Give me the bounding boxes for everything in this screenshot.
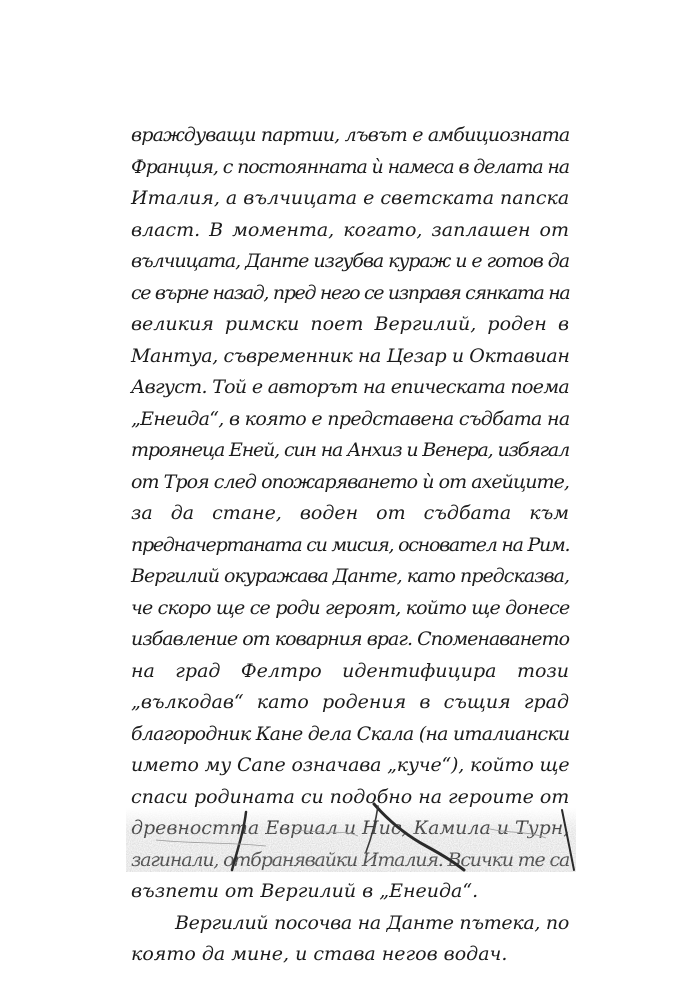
text-line: че скоро ще се роди героят, който ще донесе xyxy=(131,596,570,619)
text-line: Италия, а вълчицата е светската папска xyxy=(131,187,570,209)
text-line: благородник Кане дела Скала (на италиански xyxy=(131,722,570,745)
text-line: Франция, с постоянната ѝ намеса в делата на xyxy=(131,155,569,178)
text-line: се върне назад, пред него се изправя сянката на xyxy=(131,281,570,304)
text-line: на град Фелтро идентифицира този xyxy=(131,659,569,682)
text-line: избавление от коварния враг. Споменаването xyxy=(131,628,570,650)
text-line: името му Cane означава „куче“), който ще xyxy=(131,754,570,776)
text-line: вълчицата, Данте изгубва кураж и е готов да xyxy=(131,250,569,272)
text-line: за да стане, воден от съдбата към xyxy=(131,502,569,524)
text-line: от Троя след опожаряването ѝ от ахейците, xyxy=(131,470,569,493)
text-line: Вергилий посочва на Данте пътека, по xyxy=(175,911,569,934)
text-line: „вълкодав“ като родения в същия град xyxy=(131,691,569,713)
text-line: предначертаната си мисия, основател на Рим. xyxy=(131,533,570,556)
text-line: власт. В момента, когато, заплашен от xyxy=(131,218,569,241)
text-line: Мантуа, съвременник на Цезар и Октавиан xyxy=(131,344,570,367)
text-line: възпети от Вергилий в „Енеида“. xyxy=(131,880,479,902)
text-line: враждуващи партии, лъвът е амбициозната xyxy=(131,124,570,146)
text-line: троянеца Еней, син на Анхиз и Венера, избягал xyxy=(131,439,569,461)
grainy-texture xyxy=(126,808,576,872)
text-line: спаси родината си подобно на героите от xyxy=(131,785,570,808)
text-line: великия римски поет Вергилий, роден в xyxy=(131,313,569,335)
text-line: Вергилий окуражава Данте, като предсказва, xyxy=(131,565,570,587)
text-line: „Енеида“, в която е представена съдбата на xyxy=(131,407,570,430)
text-line: която да мине, и става негов водач. xyxy=(131,943,508,965)
text-line: Август. Той е авторът на епическата поема xyxy=(131,376,569,398)
ink-texture-illustration xyxy=(126,800,576,872)
